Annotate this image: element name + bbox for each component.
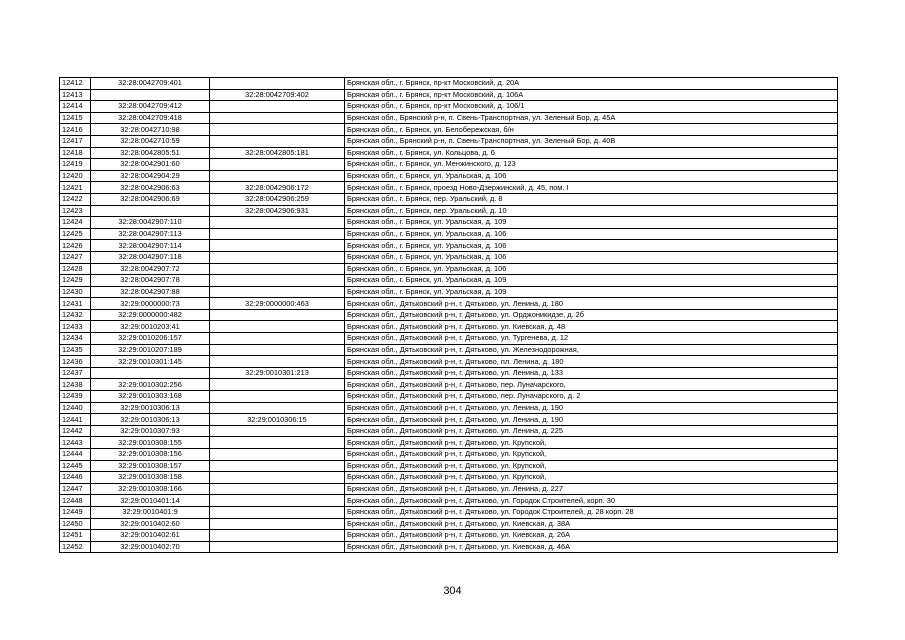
- table-row: [60, 101, 838, 113]
- row-number-cell: 12432: [60, 309, 91, 321]
- cadastral-number-cell: [91, 205, 210, 217]
- cadastral-number-cell: 32:28:0042907:118: [91, 251, 210, 263]
- row-number-cell: 12436: [60, 356, 91, 368]
- new-cadastral-number-cell: [210, 506, 345, 518]
- cadastral-number-cell: 32:29:0010402:60: [91, 518, 210, 530]
- row-number-cell: 12446: [60, 472, 91, 484]
- address-cell: Брянская обл., г. Брянск, пр-кт Московский, д. 106/1: [345, 101, 838, 113]
- address-cell: Брянская обл., Дятьковский р-н, г. Дятьково, ул. Киевская, д. 26А: [345, 530, 838, 542]
- table-row: [60, 530, 838, 542]
- address-cell: Брянская обл., г. Брянск, ул. Уральская, д. 106: [345, 228, 838, 240]
- cadastral-number-cell: 32:28:0042907:113: [91, 228, 210, 240]
- address-cell: Брянская обл., Дятьковский р-н, г. Дятьково, ул. Ленина, д. 227: [345, 483, 838, 495]
- new-cadastral-number-cell: 32:28:0042709:402: [210, 89, 345, 101]
- row-number-cell: 12424: [60, 217, 91, 229]
- new-cadastral-number-cell: [210, 518, 345, 530]
- address-cell: Брянская обл., г. Брянск, ул. Уральская, д. 106: [345, 251, 838, 263]
- new-cadastral-number-cell: 32:28:0042906:931: [210, 205, 345, 217]
- table-row: [60, 449, 838, 461]
- cadastral-number-cell: 32:29:0010401:14: [91, 495, 210, 507]
- table-row: [60, 124, 838, 136]
- cadastral-number-cell: 32:28:0042906:63: [91, 182, 210, 194]
- table-row: [60, 170, 838, 182]
- row-number-cell: 12416: [60, 124, 91, 136]
- row-number-cell: 12441: [60, 414, 91, 426]
- new-cadastral-number-cell: [210, 170, 345, 182]
- table-row: [60, 193, 838, 205]
- cadastral-number-cell: 32:29:0010308:155: [91, 437, 210, 449]
- cadastral-number-cell: 32:28:0042709:412: [91, 101, 210, 113]
- cadastral-number-cell: 32:29:0010306:13: [91, 402, 210, 414]
- cadastral-number-cell: 32:28:0042710:59: [91, 135, 210, 147]
- address-cell: Брянская обл., Дятьковский р-н, г. Дятьково, пер. Луначарского,: [345, 379, 838, 391]
- table-row: [60, 367, 838, 379]
- new-cadastral-number-cell: [210, 437, 345, 449]
- new-cadastral-number-cell: 32:29:0010301:213: [210, 367, 345, 379]
- cadastral-number-cell: 32:29:0010308:156: [91, 449, 210, 461]
- new-cadastral-number-cell: [210, 541, 345, 553]
- table-row: [60, 391, 838, 403]
- table-row: [60, 182, 838, 194]
- row-number-cell: 12427: [60, 251, 91, 263]
- new-cadastral-number-cell: [210, 309, 345, 321]
- row-number-cell: 12422: [60, 193, 91, 205]
- table-row: [60, 217, 838, 229]
- row-number-cell: 12435: [60, 344, 91, 356]
- row-number-cell: 12412: [60, 78, 91, 90]
- row-number-cell: 12438: [60, 379, 91, 391]
- cadastral-number-cell: 32:29:0010308:157: [91, 460, 210, 472]
- row-number-cell: 12425: [60, 228, 91, 240]
- table-row: [60, 460, 838, 472]
- new-cadastral-number-cell: [210, 251, 345, 263]
- cadastral-number-cell: 32:28:0042907:78: [91, 275, 210, 287]
- new-cadastral-number-cell: [210, 449, 345, 461]
- address-cell: Брянская обл., г. Брянск, ул. Уральская, д. 106: [345, 170, 838, 182]
- table-row: [60, 506, 838, 518]
- row-number-cell: 12415: [60, 112, 91, 124]
- new-cadastral-number-cell: [210, 101, 345, 113]
- table-row: [60, 298, 838, 310]
- new-cadastral-number-cell: [210, 530, 345, 542]
- table-row: [60, 379, 838, 391]
- address-cell: Брянская обл., Дятьковский р-н, г. Дятьково, ул. Киевская, д. 38А: [345, 518, 838, 530]
- new-cadastral-number-cell: [210, 460, 345, 472]
- new-cadastral-number-cell: [210, 228, 345, 240]
- address-cell: Брянская обл., Дятьковский р-н, г. Дятьково, ул. Крупской,: [345, 460, 838, 472]
- address-cell: Брянская обл., г. Брянск, ул. Уральская, д. 109: [345, 217, 838, 229]
- cadastral-number-cell: 32:28:0042709:401: [91, 78, 210, 90]
- table-row: [60, 321, 838, 333]
- row-number-cell: 12440: [60, 402, 91, 414]
- table-row: [60, 472, 838, 484]
- page-number: 304: [443, 585, 462, 597]
- row-number-cell: 12443: [60, 437, 91, 449]
- cadastral-number-cell: 32:28:0042710:98: [91, 124, 210, 136]
- table-row: [60, 286, 838, 298]
- table-row: [60, 495, 838, 507]
- row-number-cell: 12439: [60, 391, 91, 403]
- address-cell: Брянская обл., Дятьковский р-н, г. Дятьково, ул. Ленина, д. 133: [345, 367, 838, 379]
- row-number-cell: 12447: [60, 483, 91, 495]
- address-cell: Брянская обл., г. Брянск, ул. Кольцова, д. 6: [345, 147, 838, 159]
- table-row: [60, 356, 838, 368]
- new-cadastral-number-cell: [210, 356, 345, 368]
- table-row: [60, 483, 838, 495]
- row-number-cell: 12434: [60, 333, 91, 345]
- new-cadastral-number-cell: [210, 402, 345, 414]
- cadastral-number-cell: 32:29:0010302:256: [91, 379, 210, 391]
- row-number-cell: 12437: [60, 367, 91, 379]
- row-number-cell: 12417: [60, 135, 91, 147]
- cadastral-number-cell: 32:29:0010206:157: [91, 333, 210, 345]
- new-cadastral-number-cell: [210, 263, 345, 275]
- row-number-cell: 12450: [60, 518, 91, 530]
- row-number-cell: 12442: [60, 425, 91, 437]
- new-cadastral-number-cell: [210, 240, 345, 252]
- address-cell: Брянская обл., Дятьковский р-н, г. Дятьково, ул. Киевская, д. 48: [345, 321, 838, 333]
- row-number-cell: 12423: [60, 205, 91, 217]
- table-row: [60, 344, 838, 356]
- row-number-cell: 12433: [60, 321, 91, 333]
- table-row: [60, 518, 838, 530]
- address-cell: Брянская обл., г. Брянск, ул. Менжинского, д. 123: [345, 159, 838, 171]
- new-cadastral-number-cell: [210, 483, 345, 495]
- registry-table-body: [60, 78, 838, 553]
- new-cadastral-number-cell: [210, 472, 345, 484]
- address-cell: Брянская обл., г. Брянск, пер. Уральский, д. 8: [345, 193, 838, 205]
- address-cell: Брянская обл., Дятьковский р-н, г. Дятьково, ул. Железнодорожная,: [345, 344, 838, 356]
- address-cell: Брянская обл., Дятьковский р-н, г. Дятьково, ул. Киевская, д. 46А: [345, 541, 838, 553]
- cadastral-number-cell: 32:28:0042906:69: [91, 193, 210, 205]
- new-cadastral-number-cell: [210, 78, 345, 90]
- cadastral-number-cell: 32:29:0000000:482: [91, 309, 210, 321]
- row-number-cell: 12426: [60, 240, 91, 252]
- row-number-cell: 12419: [60, 159, 91, 171]
- cadastral-number-cell: 32:28:0042907:114: [91, 240, 210, 252]
- table-row: [60, 275, 838, 287]
- new-cadastral-number-cell: [210, 425, 345, 437]
- address-cell: Брянская обл., г. Брянск, пр-кт Московский, д. 20А: [345, 78, 838, 90]
- cadastral-number-cell: 32:29:0000000:73: [91, 298, 210, 310]
- cadastral-number-cell: [91, 89, 210, 101]
- cadastral-number-cell: 32:28:0042907:88: [91, 286, 210, 298]
- table-row: [60, 112, 838, 124]
- cadastral-number-cell: 32:29:0010301:145: [91, 356, 210, 368]
- new-cadastral-number-cell: [210, 159, 345, 171]
- address-cell: Брянская обл., г. Брянск, ул. Уральская, д. 109: [345, 275, 838, 287]
- cadastral-number-cell: 32:28:0042901:60: [91, 159, 210, 171]
- table-row: [60, 309, 838, 321]
- new-cadastral-number-cell: 32:28:0042906:259: [210, 193, 345, 205]
- row-number-cell: 12428: [60, 263, 91, 275]
- address-cell: Брянская обл., г. Брянск, пер. Уральский, д. 10: [345, 205, 838, 217]
- address-cell: Брянская обл., Дятьковский р-н, г. Дятьково, ул. Ленина, д. 225: [345, 425, 838, 437]
- cadastral-number-cell: 32:29:0010307:93: [91, 425, 210, 437]
- cadastral-number-cell: 32:28:0042904:29: [91, 170, 210, 182]
- new-cadastral-number-cell: 32:28:0042805:181: [210, 147, 345, 159]
- address-cell: Брянская обл., Дятьковский р-н, г. Дятьково, ул. Городок Строителей, корп. 30: [345, 495, 838, 507]
- new-cadastral-number-cell: [210, 286, 345, 298]
- cadastral-number-cell: 32:29:0010203:41: [91, 321, 210, 333]
- address-cell: Брянская обл., Дятьковский р-н, г. Дятьково, пер. Луначарского, д. 2: [345, 391, 838, 403]
- cadastral-number-cell: 32:29:0010401:9: [91, 506, 210, 518]
- new-cadastral-number-cell: [210, 112, 345, 124]
- row-number-cell: 12414: [60, 101, 91, 113]
- table-row: [60, 437, 838, 449]
- row-number-cell: 12429: [60, 275, 91, 287]
- cadastral-number-cell: 32:29:0010308:158: [91, 472, 210, 484]
- table-row: [60, 541, 838, 553]
- address-cell: Брянская обл., Дятьковский р-н, г. Дятьково, ул. Ленина, д. 180: [345, 298, 838, 310]
- new-cadastral-number-cell: [210, 379, 345, 391]
- table-row: [60, 263, 838, 275]
- new-cadastral-number-cell: [210, 495, 345, 507]
- address-cell: Брянская обл., Дятьковский р-н, г. Дятьково, ул. Ленина, д. 190: [345, 414, 838, 426]
- row-number-cell: 12449: [60, 506, 91, 518]
- address-cell: Брянская обл., Дятьковский р-н, г. Дятьково, ул. Орджоникидзе, д. 2б: [345, 309, 838, 321]
- cadastral-number-cell: 32:29:0010303:168: [91, 391, 210, 403]
- address-cell: Брянская обл., Дятьковский р-н, г. Дятьково, ул. Крупской,: [345, 472, 838, 484]
- address-cell: Брянская обл., Дятьковский р-н, г. Дятьково, пл. Ленина, д. 180: [345, 356, 838, 368]
- table-row: [60, 205, 838, 217]
- cadastral-number-cell: 32:28:0042907:110: [91, 217, 210, 229]
- cadastral-number-cell: 32:29:0010308:166: [91, 483, 210, 495]
- address-cell: Брянская обл., г. Брянск, ул. Уральская, д. 106: [345, 240, 838, 252]
- row-number-cell: 12444: [60, 449, 91, 461]
- new-cadastral-number-cell: 32:29:0010306:15: [210, 414, 345, 426]
- address-cell: Брянская обл., Дятьковский р-н, г. Дятьково, ул. Крупской,: [345, 437, 838, 449]
- table-row: [60, 414, 838, 426]
- new-cadastral-number-cell: 32:28:0042906:172: [210, 182, 345, 194]
- new-cadastral-number-cell: [210, 135, 345, 147]
- new-cadastral-number-cell: [210, 275, 345, 287]
- row-number-cell: 12452: [60, 541, 91, 553]
- table-row: [60, 240, 838, 252]
- new-cadastral-number-cell: [210, 321, 345, 333]
- new-cadastral-number-cell: [210, 217, 345, 229]
- new-cadastral-number-cell: [210, 344, 345, 356]
- address-cell: Брянская обл., Брянский р-н, п. Свень-Транспортная, ул. Зеленый Бор, д. 40В: [345, 135, 838, 147]
- row-number-cell: 12430: [60, 286, 91, 298]
- new-cadastral-number-cell: 32:29:0000000:463: [210, 298, 345, 310]
- row-number-cell: 12413: [60, 89, 91, 101]
- cadastral-number-cell: 32:29:0010402:70: [91, 541, 210, 553]
- row-number-cell: 12445: [60, 460, 91, 472]
- address-cell: Брянская обл., Дятьковский р-н, г. Дятьково, ул. Крупской,: [345, 449, 838, 461]
- cadastral-number-cell: 32:29:0010207:189: [91, 344, 210, 356]
- table-row: [60, 159, 838, 171]
- row-number-cell: 12421: [60, 182, 91, 194]
- table-row: [60, 251, 838, 263]
- table-row: [60, 89, 838, 101]
- address-cell: Брянская обл., Дятьковский р-н, г. Дятьково, ул. Городок Строителей, д. 28 корп. 28: [345, 506, 838, 518]
- address-cell: Брянская обл., г. Брянск, ул. Белобережская, б/н: [345, 124, 838, 136]
- cadastral-number-cell: 32:29:0010402:61: [91, 530, 210, 542]
- table-row: [60, 228, 838, 240]
- new-cadastral-number-cell: [210, 124, 345, 136]
- table-row: [60, 425, 838, 437]
- row-number-cell: 12418: [60, 147, 91, 159]
- cadastral-number-cell: 32:28:0042907:72: [91, 263, 210, 275]
- address-cell: Брянская обл., г. Брянск, пр-кт Московский, д. 106А: [345, 89, 838, 101]
- address-cell: Брянская обл., г. Брянск, проезд Ново-Дзержинский, д. 45, пом. I: [345, 182, 838, 194]
- address-cell: Брянская обл., Дятьковский р-н, г. Дятьково, ул. Тургенева, д. 12: [345, 333, 838, 345]
- new-cadastral-number-cell: [210, 333, 345, 345]
- cadastral-number-cell: 32:28:0042805:51: [91, 147, 210, 159]
- address-cell: Брянская обл., г. Брянск, ул. Уральская, д. 106: [345, 263, 838, 275]
- row-number-cell: 12451: [60, 530, 91, 542]
- table-row: [60, 147, 838, 159]
- cadastral-number-cell: 32:28:0042709:418: [91, 112, 210, 124]
- table-row: [60, 78, 838, 90]
- table-row: [60, 135, 838, 147]
- address-cell: Брянская обл., Дятьковский р-н, г. Дятьково, ул. Ленина, д. 190: [345, 402, 838, 414]
- table-row: [60, 333, 838, 345]
- registry-table: [59, 77, 838, 553]
- cadastral-number-cell: 32:29:0010306:13: [91, 414, 210, 426]
- address-cell: Брянская обл., г. Брянск, ул. Уральская, д. 109: [345, 286, 838, 298]
- address-cell: Брянская обл., Брянский р-н, п. Свень-Транспортная, ул. Зеленый Бор, д. 45А: [345, 112, 838, 124]
- row-number-cell: 12448: [60, 495, 91, 507]
- table-row: [60, 402, 838, 414]
- new-cadastral-number-cell: [210, 391, 345, 403]
- row-number-cell: 12420: [60, 170, 91, 182]
- cadastral-number-cell: [91, 367, 210, 379]
- row-number-cell: 12431: [60, 298, 91, 310]
